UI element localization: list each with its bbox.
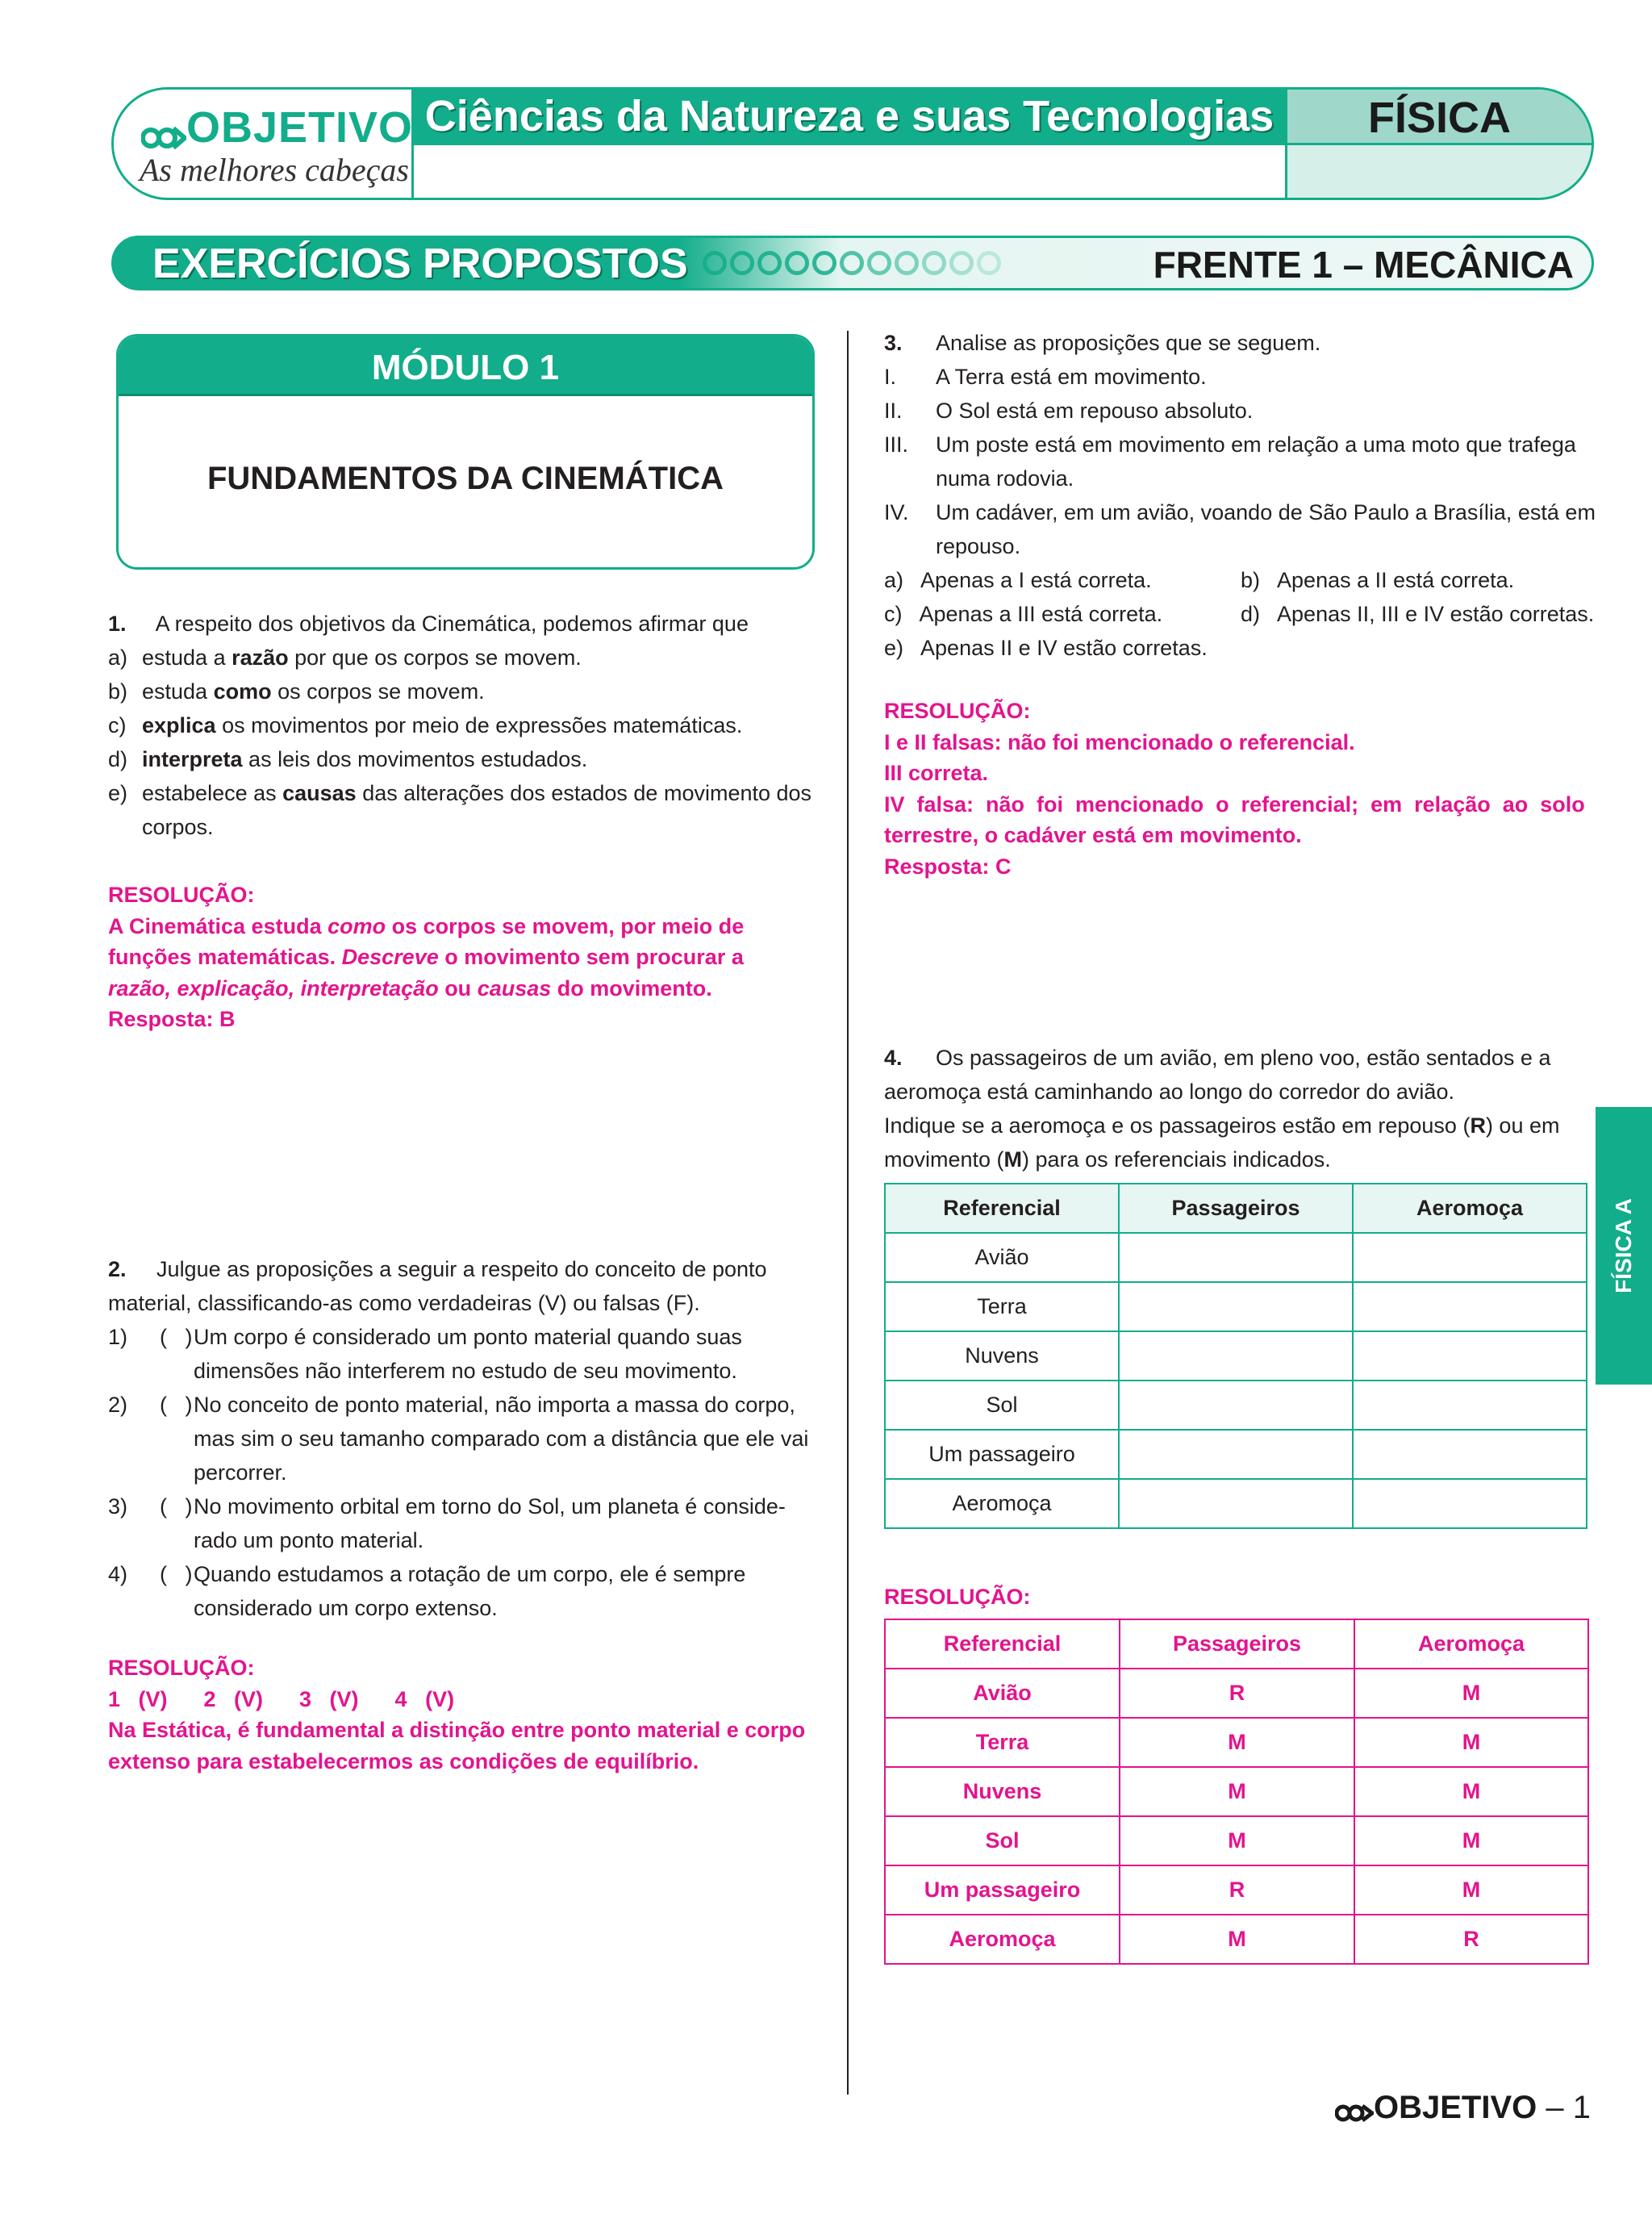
question-stem-line-2: aeromoça está caminhando ao longo do corredor do avião. bbox=[884, 1080, 1454, 1104]
question-3 bbox=[884, 326, 1594, 665]
table-row: Sol bbox=[885, 1381, 1587, 1430]
banner-decoration-icon bbox=[703, 243, 1001, 283]
question-number: 4. bbox=[884, 1046, 903, 1070]
logo-tagline: As melhores cabeças bbox=[140, 152, 409, 188]
question-stem: Analise as proposições que se seguem. bbox=[936, 331, 1321, 355]
resolution-label: RESOLUÇÃO: bbox=[108, 1656, 255, 1680]
module-title: MÓDULO 1 bbox=[119, 336, 812, 396]
resolution-line-2: extenso para estabelecermos as condições de equilíbrio. bbox=[108, 1748, 699, 1773]
table-row: Sol M M bbox=[885, 1816, 1588, 1865]
resolution-line-4: terrestre, o cadáver está em movimento. bbox=[884, 823, 1302, 847]
table-row: Avião bbox=[885, 1233, 1587, 1282]
side-tab-label: FÍSICA A bbox=[1611, 1198, 1636, 1293]
question-stem-line-1: Julgue as proposições a seguir a respeito do conceito de ponto bbox=[156, 1257, 767, 1281]
option-b: b) Apenas a II está correta. bbox=[1241, 568, 1515, 592]
resolution-3 bbox=[884, 696, 1592, 882]
table-row: Nuvens bbox=[885, 1331, 1587, 1381]
question-number: 3. bbox=[884, 331, 903, 355]
resolution-line-1: A Cinemática estuda como os corpos se movem, por meio de bbox=[108, 913, 745, 938]
module-subtitle: FUNDAMENTOS DA CINEMÁTICA bbox=[207, 461, 724, 496]
page-number: – 1 bbox=[1546, 2090, 1591, 2125]
option-a: a) Apenas a I está correta. bbox=[884, 568, 1152, 592]
footer-logo: OBJETIVO bbox=[1374, 2090, 1537, 2125]
resolution-line-1: Na Estática, é fundamental a distinção entre ponto material e corpo bbox=[108, 1718, 806, 1742]
question-stem-line-2: material, classificando-as como verdadeiras (V) ou falsas (F). bbox=[108, 1291, 700, 1315]
resolution-line-2: funções matemáticas. Descreve o movimento sem procurar a bbox=[108, 945, 744, 969]
option-d: d) Apenas II, III e IV estão corretas. bbox=[1241, 602, 1595, 626]
option-d: d) interpreta as leis dos movimentos estudados. bbox=[108, 747, 588, 771]
subject-title: FÍSICA bbox=[1285, 90, 1592, 143]
option-a: a) estuda a razão por que os corpos se movem. bbox=[108, 645, 582, 670]
proposition-III: III. Um poste está em movimento em relação a uma moto que trafega numa rodovia. bbox=[884, 432, 1576, 491]
module-box bbox=[116, 334, 815, 570]
footer-logo-mark-icon bbox=[1335, 2097, 1374, 2121]
table-row: Um passageiro bbox=[885, 1430, 1587, 1479]
option-c: c) Apenas a III está correta. bbox=[884, 602, 1163, 626]
header-blank-cell bbox=[1285, 143, 1592, 198]
resolution-4-label: RESOLUÇÃO: bbox=[884, 1585, 1031, 1609]
proposition-I: I. A Terra está em movimento. bbox=[884, 365, 1207, 389]
table-row: Aeromoça bbox=[885, 1479, 1587, 1528]
proposition-3: 3) ( )No movimento orbital em torno do Sol, um planeta é conside- rado um ponto material. bbox=[108, 1494, 786, 1552]
logo-mark-icon bbox=[141, 115, 186, 147]
option-b: b) estuda como os corpos se movem. bbox=[108, 679, 485, 704]
resolution-answers: 1 (V) 2 (V) 3 (V) 4 (V) bbox=[108, 1686, 455, 1711]
objetivo-logo bbox=[114, 90, 414, 198]
proposition-2: 2) ( )No conceito de ponto material, não importa a massa do corpo, mas sim o seu tamanho comparado com a distância que ele vai percorrer. bbox=[108, 1393, 809, 1485]
resolution-line-2: III correta. bbox=[884, 761, 989, 785]
question-number: 2. bbox=[108, 1257, 127, 1281]
page-header bbox=[111, 87, 1594, 200]
frente-title: FRENTE 1 – MECÂNICA bbox=[1153, 244, 1574, 286]
resolution-label: RESOLUÇÃO: bbox=[108, 883, 255, 907]
resolution-line-3: razão, explicação, interpretação ou causas do movimento. bbox=[108, 975, 712, 1000]
question-stem-line-4: movimento (M) para os referenciais indicados. bbox=[884, 1147, 1331, 1172]
page-footer bbox=[1335, 2090, 1591, 2126]
resolution-2 bbox=[108, 1652, 816, 1777]
header-blank-row bbox=[414, 143, 1285, 198]
table-row: Um passageiro R M bbox=[885, 1865, 1588, 1915]
resolution-1 bbox=[108, 879, 816, 1035]
table-row: Terra M M bbox=[885, 1718, 1588, 1767]
question-number: 1. bbox=[108, 612, 127, 636]
table-row: Aeromoça M R bbox=[885, 1915, 1588, 1964]
table-row: Nuvens M M bbox=[885, 1767, 1588, 1816]
table-header-row: Referencial Passageiros Aeromoça bbox=[885, 1184, 1587, 1233]
area-title: Ciências da Natureza e suas Tecnologias bbox=[414, 90, 1285, 143]
table-row: Terra bbox=[885, 1282, 1587, 1331]
banner-title: EXERCÍCIOS PROPOSTOS bbox=[152, 240, 688, 287]
proposition-II: II. O Sol está em repouso absoluto. bbox=[884, 399, 1254, 423]
proposition-IV: IV. Um cadáver, em um avião, voando de São Paulo a Brasília, está em repouso. bbox=[884, 500, 1596, 558]
proposition-1: 1) ( )Um corpo é considerado um ponto material quando suas dimensões não interferem no estudo de seu movimento. bbox=[108, 1325, 742, 1383]
table-header-row: Referencial Passageiros Aeromoça bbox=[885, 1619, 1588, 1669]
section-banner bbox=[111, 236, 1594, 290]
question-stem: A respeito dos objetivos da Cinemática, podemos afirmar que bbox=[155, 612, 749, 636]
question-2 bbox=[108, 1252, 816, 1625]
resolution-line-1: I e II falsas: não foi mencionado o referencial. bbox=[884, 729, 1355, 754]
side-tab bbox=[1596, 1107, 1652, 1385]
question-4 bbox=[884, 1041, 1594, 1176]
question-stem-line-3: Indique se a aeromoça e os passageiros estão em repouso (R) ou em bbox=[884, 1113, 1560, 1138]
resolution-line-3: IV falsa: não foi mencionado o referencial; em relação ao solo bbox=[884, 792, 1585, 817]
option-e-continued: corpos. bbox=[142, 815, 214, 839]
resolution-4-table bbox=[884, 1619, 1589, 1965]
resolution-answer: Resposta: B bbox=[108, 1007, 236, 1031]
option-c: c) explica os movimentos por meio de expressões matemáticas. bbox=[108, 713, 743, 737]
resolution-answer: Resposta: C bbox=[884, 854, 1012, 879]
column-divider bbox=[847, 331, 849, 2095]
question-4-table bbox=[884, 1183, 1587, 1529]
logo-wordmark bbox=[141, 102, 413, 152]
logo-word-text: OBJETIVO bbox=[186, 103, 414, 152]
table-row: Avião R M bbox=[885, 1669, 1588, 1718]
option-e: e) Apenas II e IV estão corretas. bbox=[884, 636, 1208, 660]
question-stem-line-1: Os passageiros de um avião, em pleno voo, estão sentados e a bbox=[936, 1046, 1551, 1070]
resolution-label: RESOLUÇÃO: bbox=[884, 699, 1031, 723]
option-e: e) estabelece as causas das alterações dos estados de movimento dos bbox=[108, 781, 812, 805]
proposition-4: 4) ( )Quando estudamos a rotação de um corpo, ele é sempre considerado um corpo extenso. bbox=[108, 1562, 746, 1620]
question-1 bbox=[108, 607, 816, 844]
